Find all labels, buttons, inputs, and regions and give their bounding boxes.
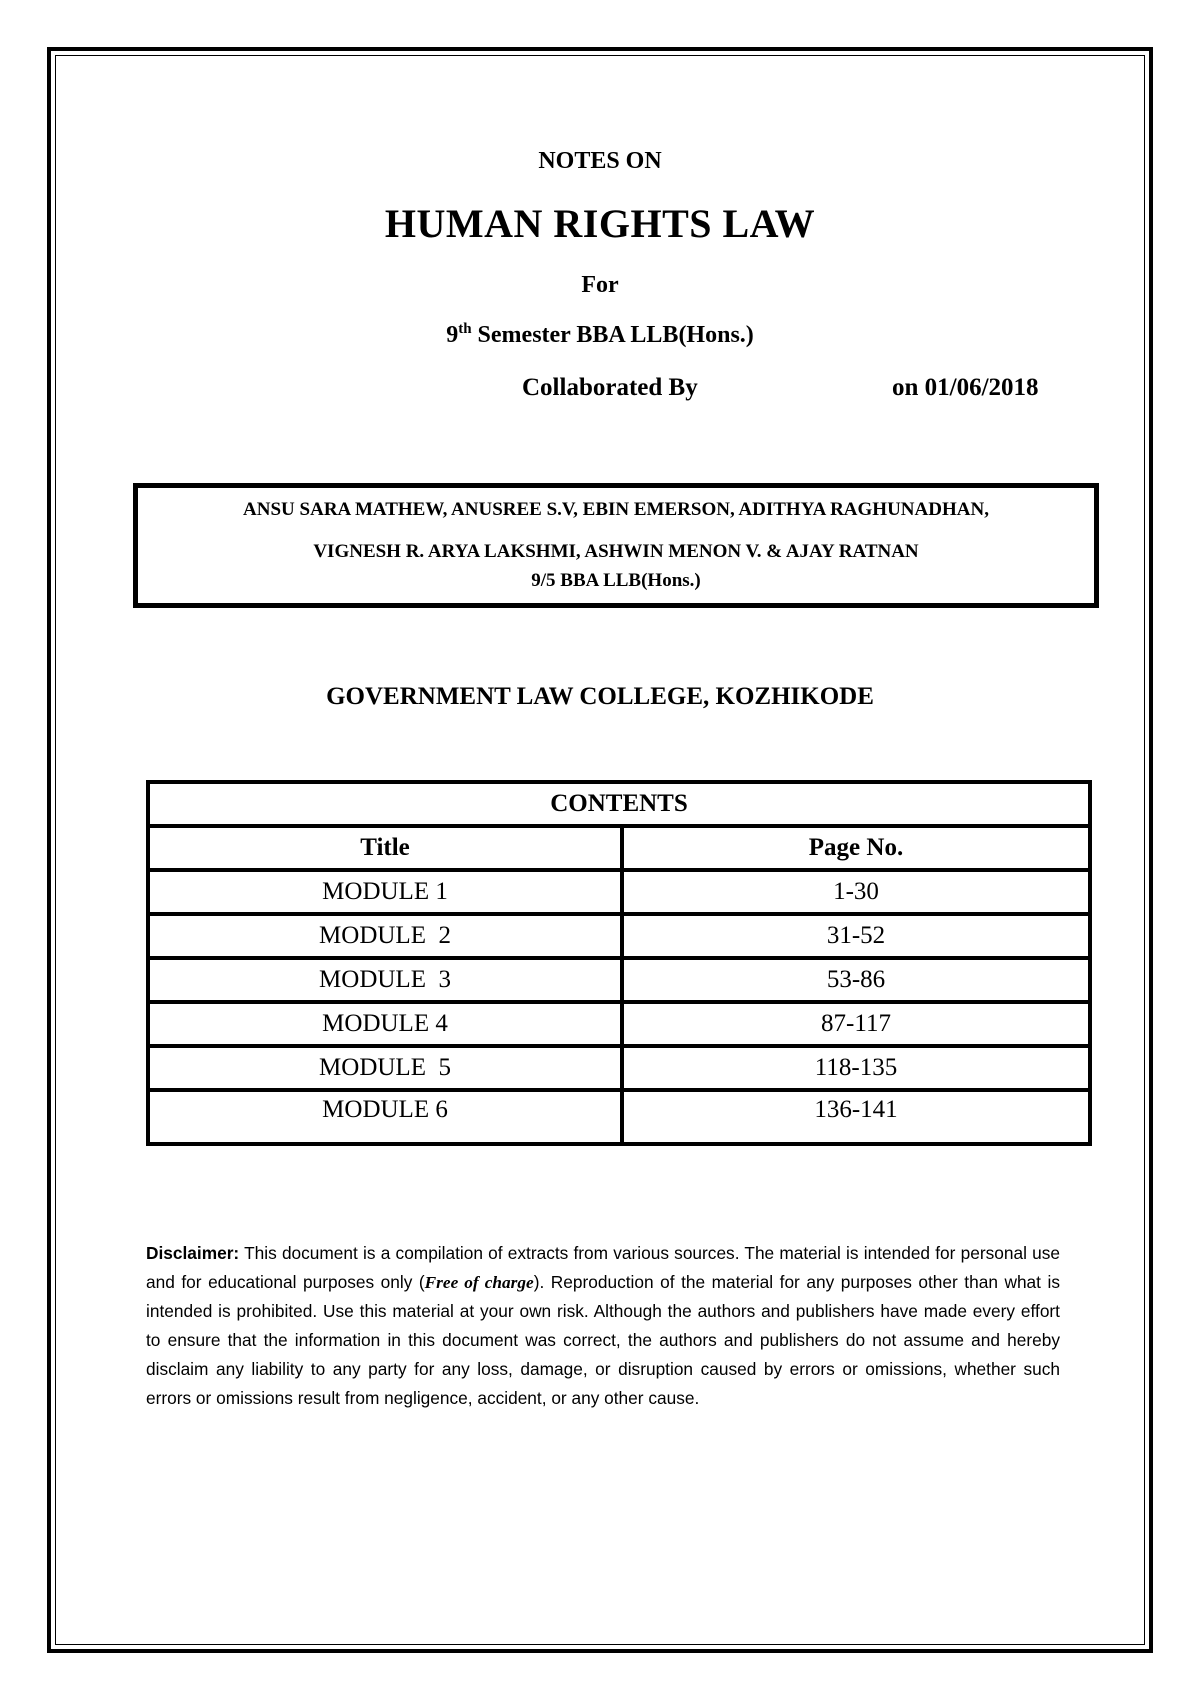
module-pages: 118-135	[622, 1046, 1090, 1090]
semester-line	[0, 322, 1200, 349]
notes-on-heading: NOTES ON	[538, 148, 662, 174]
for-label: For	[581, 272, 619, 298]
module-pages: 53-86	[622, 958, 1090, 1002]
class-line: 9/5 BBA LLB(Hons.)	[531, 570, 701, 591]
authors-line-1: ANSU SARA MATHEW, ANUSREE S.V, EBIN EMERSON, ADITHYA RAGHUNADHAN,	[243, 499, 989, 520]
table-row	[148, 914, 1090, 958]
date-label: on 01/06/2018	[892, 374, 1039, 401]
column-header-title: Title	[148, 826, 622, 870]
disclaimer-text-part1: This document is a compilation of extracts from various sources. The material is intended for personal use and for educational purposes only (	[146, 1243, 1060, 1292]
disclaimer-emphasis: Free of charge	[424, 1273, 534, 1292]
authors-line-2: VIGNESH R. ARYA LAKSHMI, ASHWIN MENON V. & AJAY RATNAN	[313, 541, 919, 562]
disclaimer-text-part2: ). Reproduction of the material for any purposes other than what is intended is prohibited. Use this material at your own risk. Although the authors and publishers have made every effort to ensure that the information in this document was correct, the authors and publishers do not assume and hereby disclaim any liability to any party for any loss, damage, or disruption caused by errors or omissions, whether such errors or omissions result from negligence, accident, or any other cause.	[146, 1272, 1060, 1408]
module-title: MODULE 2	[148, 914, 622, 958]
module-title: MODULE 5	[148, 1046, 622, 1090]
table-row	[148, 1002, 1090, 1046]
contents-header-row	[148, 826, 1090, 870]
module-pages: 1-30	[622, 870, 1090, 914]
module-title: MODULE 3	[148, 958, 622, 1002]
module-pages: 87-117	[622, 1002, 1090, 1046]
college-name: GOVERNMENT LAW COLLEGE, KOZHIKODE	[326, 683, 874, 710]
module-pages: 31-52	[622, 914, 1090, 958]
semester-suffix: th	[458, 321, 472, 337]
contents-heading-row	[148, 782, 1090, 826]
module-title: MODULE 4	[148, 1002, 622, 1046]
document-title: HUMAN RIGHTS LAW	[384, 201, 816, 246]
table-row	[148, 958, 1090, 1002]
semester-text: Semester BBA LLB(Hons.)	[471, 322, 754, 348]
table-row	[148, 870, 1090, 914]
column-header-page: Page No.	[622, 826, 1090, 870]
contents-table	[146, 780, 1092, 1146]
module-title: MODULE 6	[148, 1090, 622, 1144]
contents-heading: CONTENTS	[148, 782, 1090, 826]
module-title: MODULE 1	[148, 870, 622, 914]
table-row	[148, 1046, 1090, 1090]
semester-number: 9	[446, 322, 459, 348]
module-pages: 136-141	[622, 1090, 1090, 1144]
authors-box	[133, 483, 1099, 608]
disclaimer-paragraph	[146, 1239, 1060, 1413]
disclaimer-label: Disclaimer:	[146, 1243, 240, 1263]
table-row	[148, 1090, 1090, 1144]
collaborated-by-label: Collaborated By	[522, 374, 698, 401]
